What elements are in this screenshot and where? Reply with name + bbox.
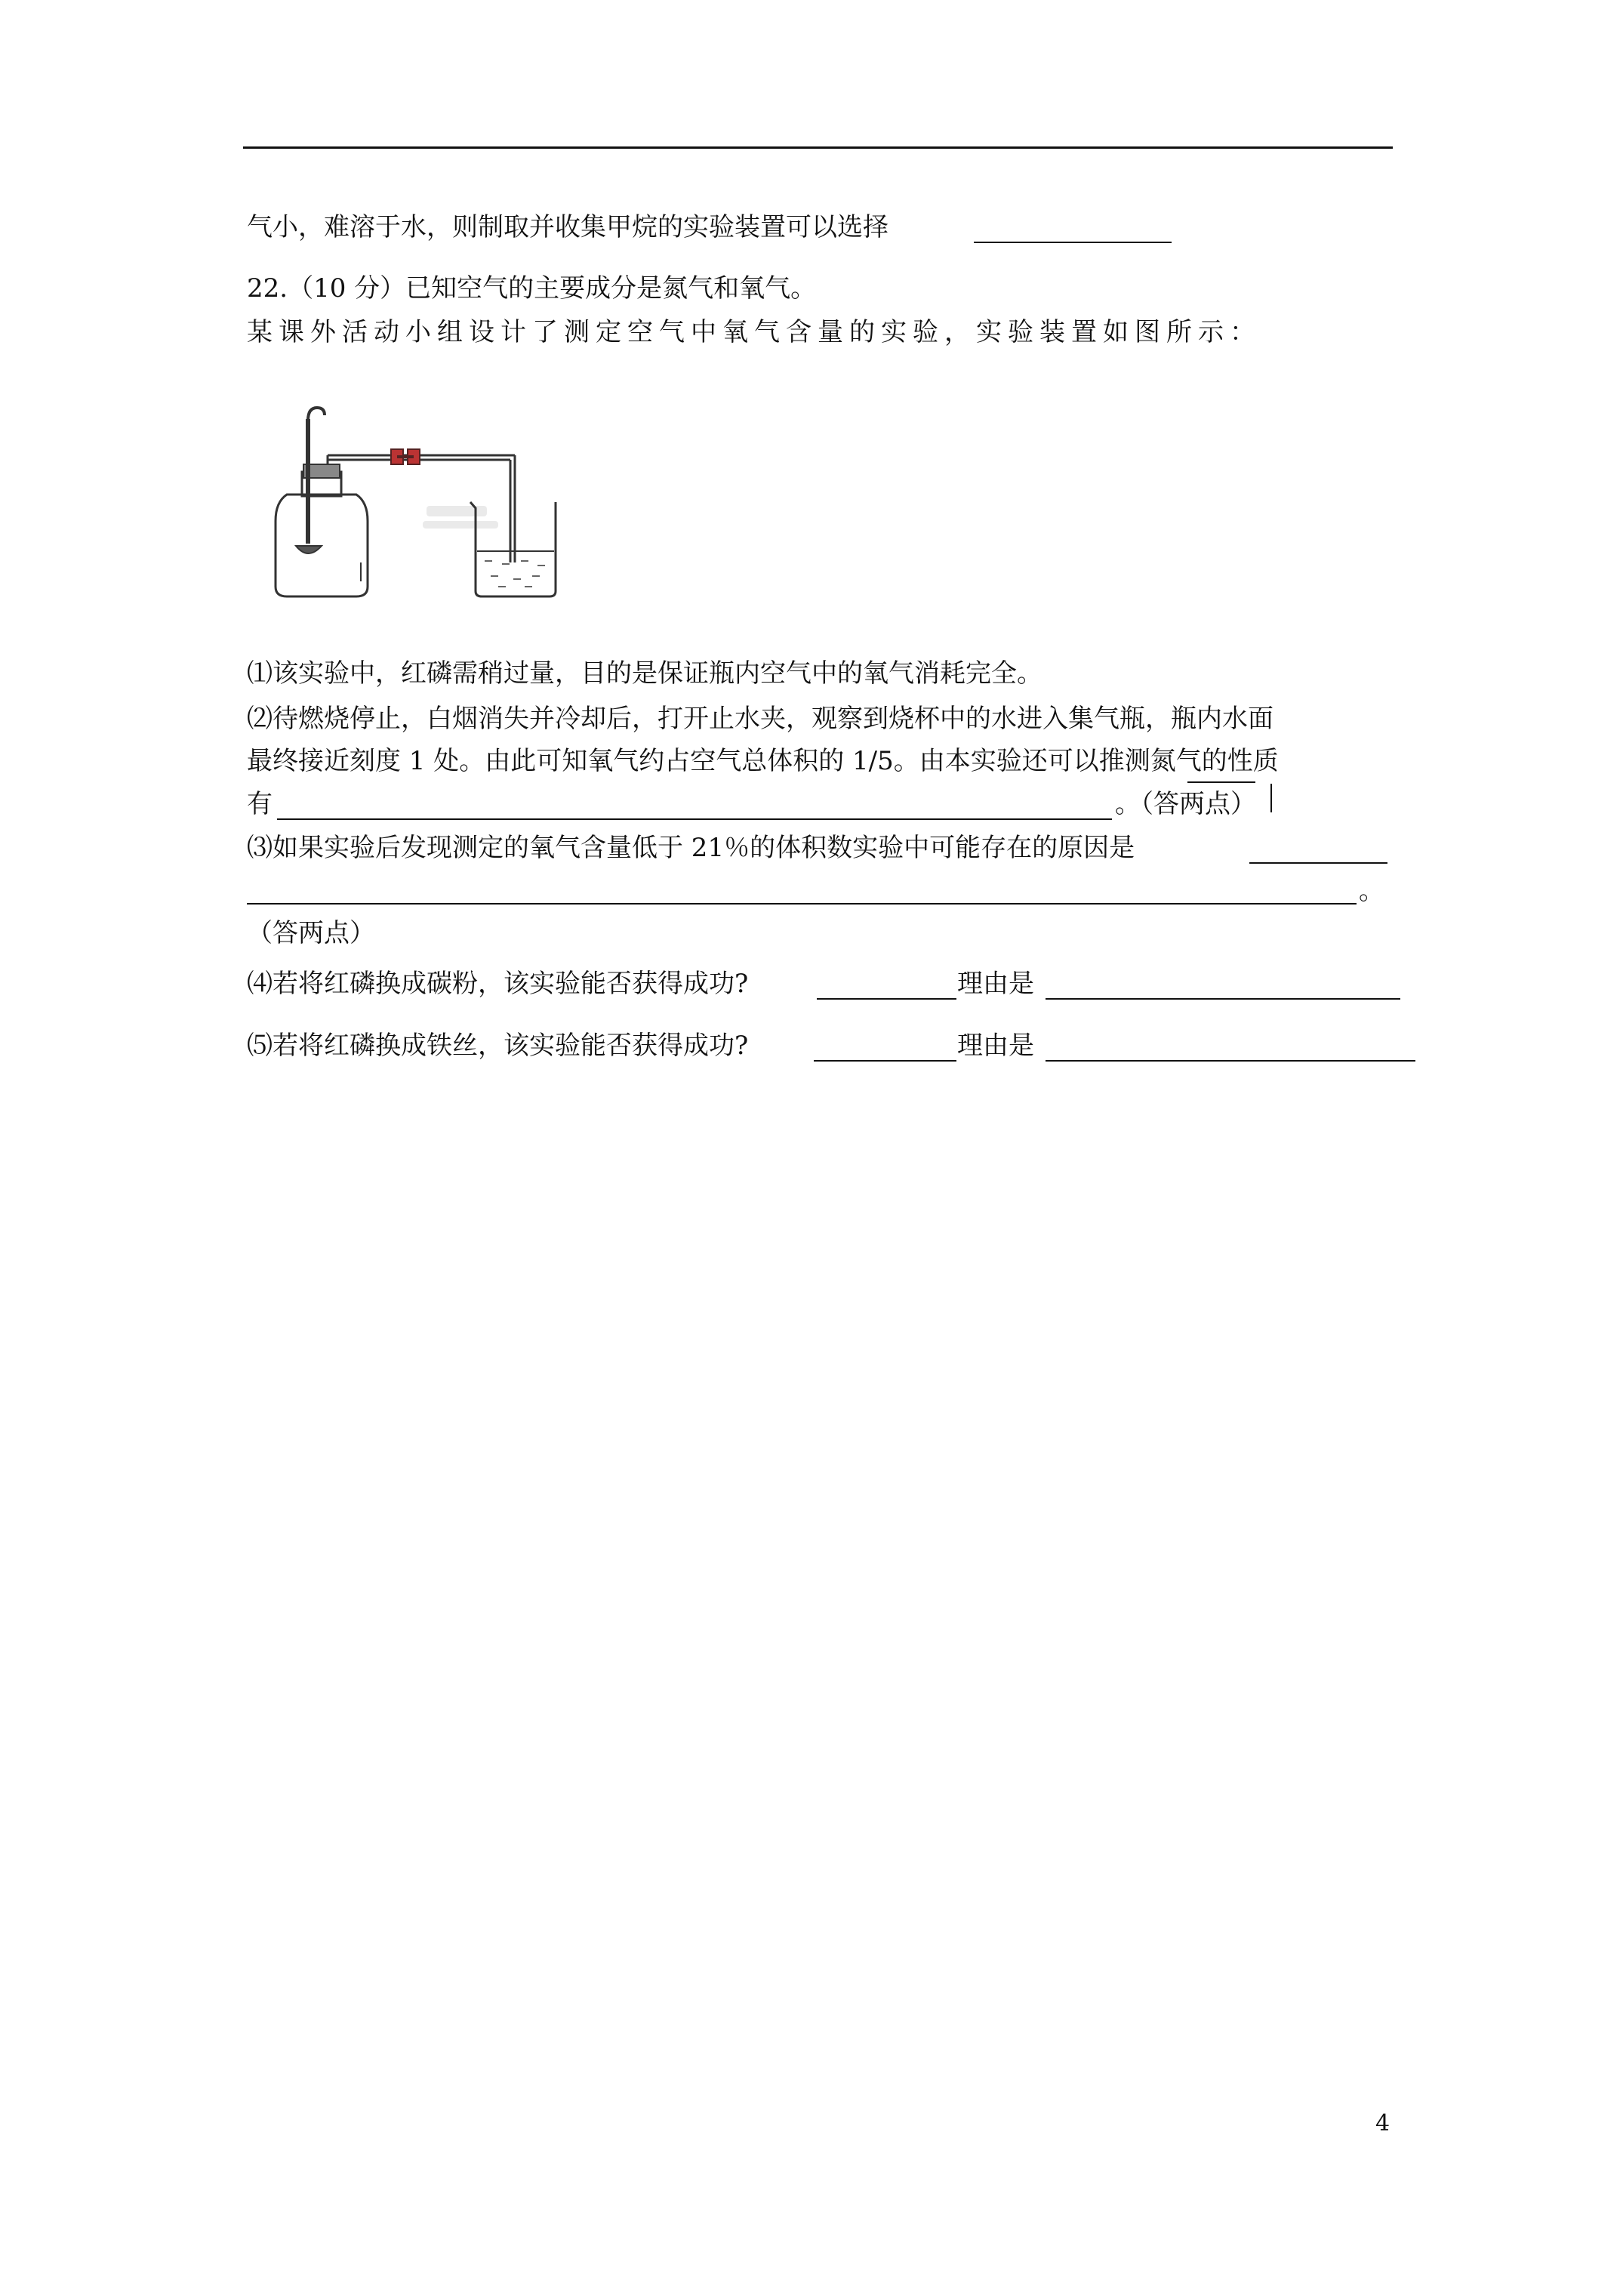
blank-answer-iron-success[interactable] <box>814 1060 956 1062</box>
sub-question-5-reason-label: 理由是 <box>957 1031 1034 1061</box>
blank-answer-carbon-reason[interactable] <box>1046 998 1400 1000</box>
sub-question-3-note: （答两点） <box>247 918 375 948</box>
blank-answer-reason-part-2[interactable] <box>247 903 1357 905</box>
sub-question-2-line-2: 最终接近刻度 1 处。由此可知氧气约占空气总体积的 1/5。由本实验还可以推测氮气的性质 <box>247 746 1279 776</box>
sub-question-3-suffix: 。 <box>1359 876 1384 906</box>
sub-question-4-reason-label: 理由是 <box>957 969 1034 999</box>
sub-question-2-line-1: ⑵待燃烧停止，白烟消失并冷却后，打开止水夹，观察到烧杯中的水进入集气瓶，瓶内水面 <box>247 704 1273 734</box>
sub-question-2-line-3: 有 <box>247 789 273 819</box>
sub-question-2-suffix: 。（答两点） <box>1115 789 1256 819</box>
blank-answer-reason-part-1[interactable] <box>1249 862 1387 864</box>
sub-question-5: ⑸若将红磷换成铁丝，该实验能否获得成功? <box>247 1031 749 1061</box>
blank-answer-nitrogen-properties[interactable] <box>277 818 1112 820</box>
blank-answer-apparatus[interactable] <box>974 242 1172 243</box>
sub-question-3-line-1: ⑶如果实验后发现测定的氧气含量低于 21％的体积数实验中可能存在的原因是 <box>247 833 1135 863</box>
question-22-title: 22.（10 分）已知空气的主要成分是氮气和氧气。 <box>247 273 817 304</box>
question-22-intro: 某课外活动小组设计了测定空气中氧气含量的实验，实验装置如图所示： <box>247 317 1261 347</box>
page-number: 4 <box>1375 2110 1390 2137</box>
experiment-apparatus-figure <box>249 389 596 602</box>
sub-question-4: ⑷若将红磷换成碳粉，该实验能否获得成功? <box>247 969 749 999</box>
handwritten-mark-tick <box>1270 784 1272 812</box>
header-rule <box>243 146 1393 149</box>
line-methane-apparatus: 气小，难溶于水，则制取并收集甲烷的实验装置可以选择 <box>247 212 888 242</box>
blank-answer-iron-reason[interactable] <box>1046 1060 1415 1062</box>
blank-answer-carbon-success[interactable] <box>817 998 956 1000</box>
handwritten-mark <box>1187 781 1255 783</box>
sub-question-1: ⑴该实验中，红磷需稍过量，目的是保证瓶内空气中的氧气消耗完全。 <box>247 658 1042 689</box>
